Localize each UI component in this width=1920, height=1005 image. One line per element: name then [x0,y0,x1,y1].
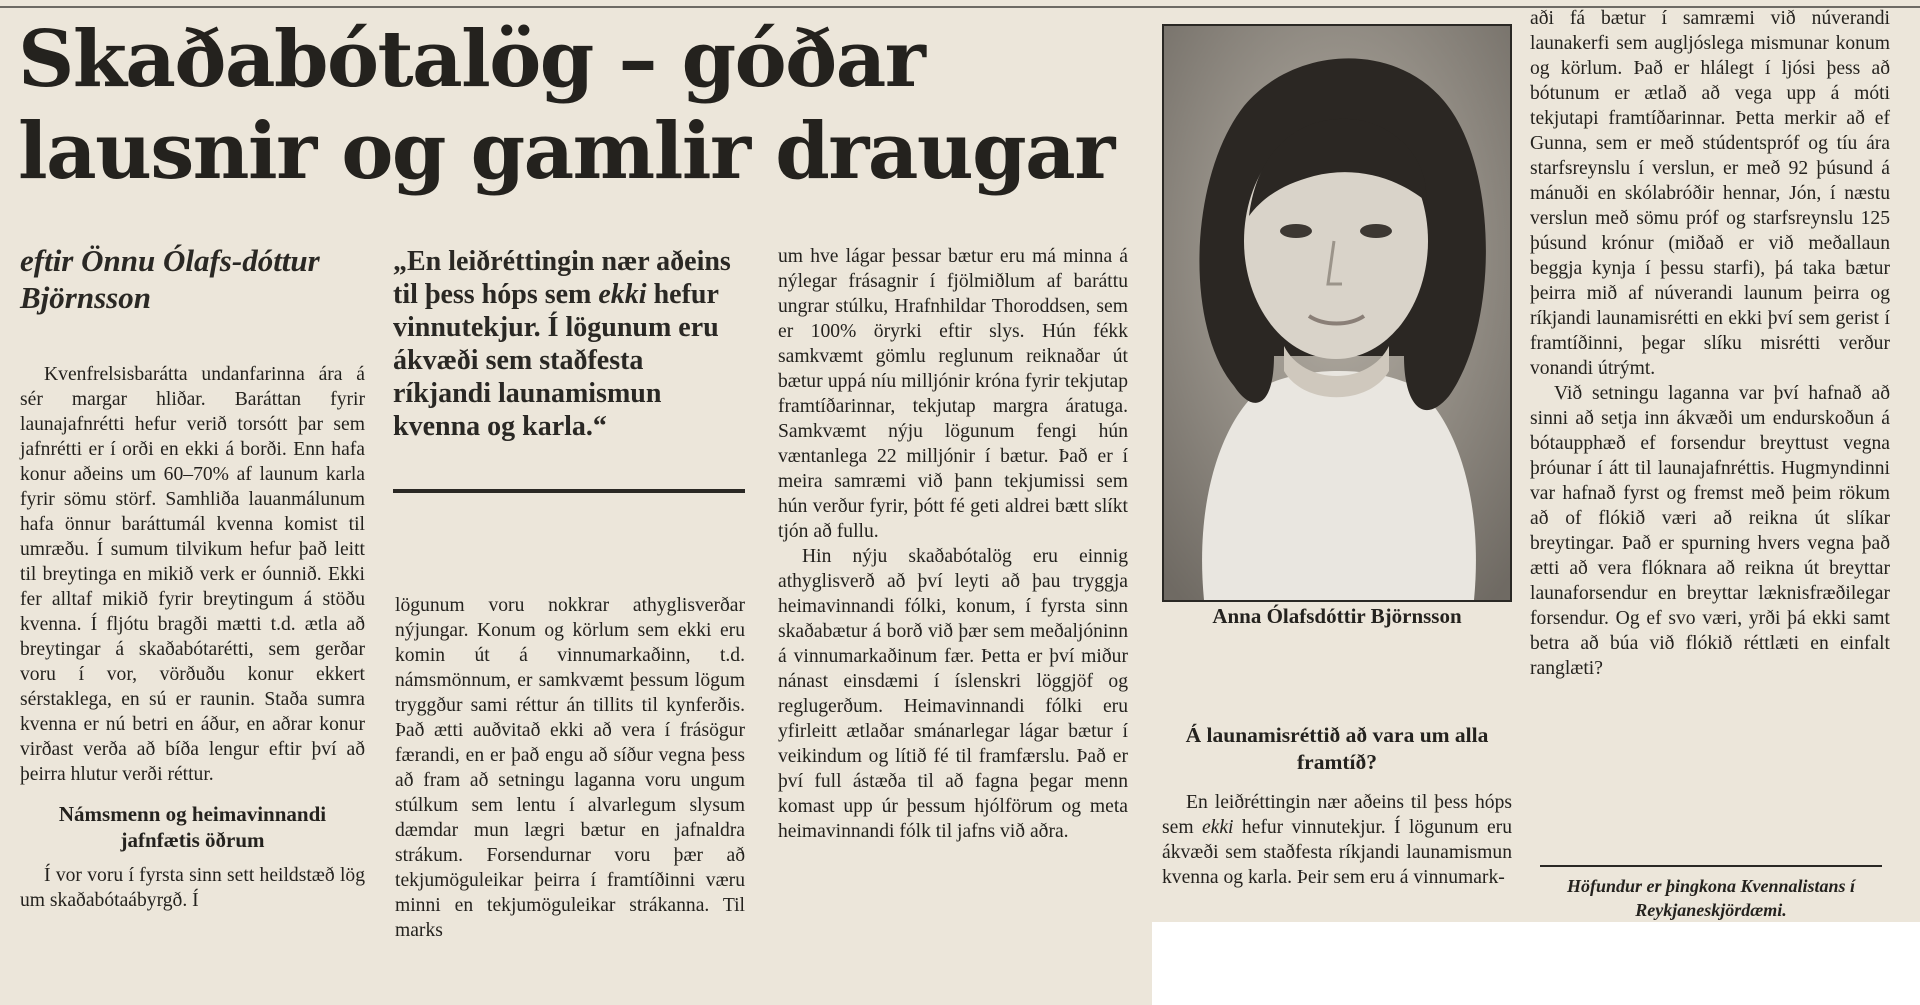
column-4 [1162,790,1512,890]
signature-rule [1540,865,1882,867]
column-3-paragraph-1: um hve lágar þessar bætur eru má minna á nýlegar frásagnir í fjölmiðlum af baráttu ungrar stúlku, Hrafnhildar Thoroddsen, sem er 100% öryrki eftir slys. Hún fékk samkvæmt gömlu reglunum reiknaðar út bætur uppá níu milljónir króna fyrir tekjutap framtíðarinnar, tekjutap margra áratuga. Samkvæmt nýju lögunum fengi hún væntanlega 22 milljónir í bætur. Það er í meira samræmi við þann tekjumissi sem hún verður fyrir, þótt fé geti aldrei bætt slíkt tjón að fullu. [778,246,1128,542]
column-3 [778,244,1128,844]
pull-quote-text-2: hefur vinnutekjur. Í lögunum eru ákvæði sem staðfesta ríkjandi launamismun kvenna og karla.“ [393,279,719,442]
column-2 [395,593,745,943]
column-5 [1530,6,1890,681]
subheading-students: Námsmenn og heimavinnandi jafnfætis öðrum [58,802,327,852]
pull-quote-text-1: „En leiðréttingin nær aðeins til þess hóps sem [393,246,731,310]
byline: eftir Önnu Ólafs-dóttur Björnsson [20,243,320,315]
column-1-paragraph-1: Kvenfrelsisbarátta undanfarinna ára á sér margar hliðar. Baráttan fyrir launajafnrétti hefur verið torsótt þar sem jafnrétti er í orði en ekki á borði. Enn hafa konur aðeins um 60–70% af launum karla fyrir sömu störf. Samhliða lauanmálunum hafa önnur baráttumál kvenna komist til umræðu. Í sumum tilvikum hefur það leitt til breytinga en mikið verk er óunnið. Ekki fer alltaf mikið fyrir breytingum á stöðu kvenna. Í fljótu bragði mætti t.d. ætla að breytingar á skaðabótarétti, sem gerðar voru í vor, vörðuðu konur ekkert sérstaklega, en sú er raunin. Staða sumra kvenna er nú betri en áður, en aðrar konur virðast verða að bíða lengur eftir því að þeirra hlutur verði réttur. [20,364,365,785]
author-signature: Höfundur er þingkona Kvennalistans í Reykjaneskjördæmi. [1566,876,1856,920]
column-1 [20,362,365,913]
column-4-paragraph-1 [1162,790,1512,890]
column-4-text-1: En leiðréttingin nær aðeins til þess hóps sem [1162,792,1512,838]
column-4-text-2: hefur vinnutekjur. Í lögunum eru ákvæði sem staðfesta ríkjandi launamismun kvenna og karla. Þeir sem eru á vinnumark- [1162,817,1512,888]
author-photo [1162,24,1512,602]
column-3-paragraph-2: Hin nýju skaðabótalög eru einnig athyglisverð að því leyti að þau tryggja heimavinnandi fólki, konum, í fyrsta sinn skaðabætur á borð við þær sem meðaljóninn á vinnumarkaðinum fær. Þetta er því miður nánast einsdæmi í íslenskri löggjöf og reglugerðum. Heimavinnandi fólki eru yfirleitt ætlaðar smánarlegar lágar bætur í veikindum og lítið fé til framfærslu. Það er því full ástæða til að fagna þegar menn komast upp úr þessum hjólförum og meta heimavinnandi fólk til jafns við aðra. [778,546,1128,842]
portrait-image [1164,26,1510,600]
subheading-wage-gap: Á launamisréttið að vara um alla framtíð? [1185,723,1489,774]
column-5-paragraph-2: Við setningu laganna var því hafnað að sinni að setja inn ákvæði um endurskoðun á bótaupphæð ef forsendur breyttust vegna þróunar í átt til launajafnréttis. Hugmyndinni var hafnað fyrst og fremst með þeim rökum að of flókið væri að reikna út slíkar breytingar. Það er spurning hvers vegna það ætti að vera flóknara að reikna út breyttar launaforsendur en breyttar læknisfræðilegar forsendur. Og ef svo væri, yrði þá ekki samt betra að búa við flókið réttlæti en einfalt ranglæti? [1530,383,1890,679]
headline: Skaðabótalög – góðar lausnir og gamlir draugar [18,14,1114,197]
blank-margin [1152,922,1920,1005]
column-5-paragraph-1: aði fá bætur í samræmi við núverandi launakerfi sem augljóslega mismunar konum og körlum. Það er hlálegt í ljósi þess að bótunum er ætlað að vega upp á móti tekjutapi framtíðarinnar. Þetta merkir að ef Gunna, sem er með stúdentspróf og tíu ára starfsreynslu í verslun, er með 92 þúsund á mánuði en skólabróðir hennar, Jón, í næstu verslun með sömu próf og starfsreynslu 125 þúsund krónur (miðað er við meðallaun beggja kynja í þessu starfi), þá taka bætur þeirra mið af núverandi launum þeirra og ríkjandi launamisrétti en ekki því sem gerist í framtíðinni, þegar slíku misrétti verður vonandi útrýmt. [1530,8,1890,379]
column-4-emphasis: ekki [1201,817,1234,838]
column-1-paragraph-2: Í vor voru í fyrsta sinn sett heildstæð lög um skaðabótaábyrgð. Í [20,865,365,911]
pull-quote-emphasis: ekki [598,279,647,310]
pull-quote [393,245,745,443]
column-2-paragraph-1: lögunum voru nokkrar athyglisverðar nýjungar. Konum og körlum sem ekki eru komin út á vinnumarkaðinn, t.d. námsmönnum, er samkvæmt þessum lögum tryggður sami réttur án tillits til kynferðis. Það ætti auðvitað ekki að vera í frásögur færandi, en er það engu að síður vegna þess að fram að setningu laganna voru ungum stúlkum sem lentu í alvarlegum slysum dæmdar mun lægri bætur en jafnaldra strákum. Forsendurnar voru þær að tekjumöguleikar þeirra í framtíðinni væru minni en tekjumöguleikar strákanna. Til marks [395,595,745,941]
photo-caption: Anna Ólafsdóttir Björnsson [1212,604,1462,628]
pull-quote-rule [393,489,745,493]
